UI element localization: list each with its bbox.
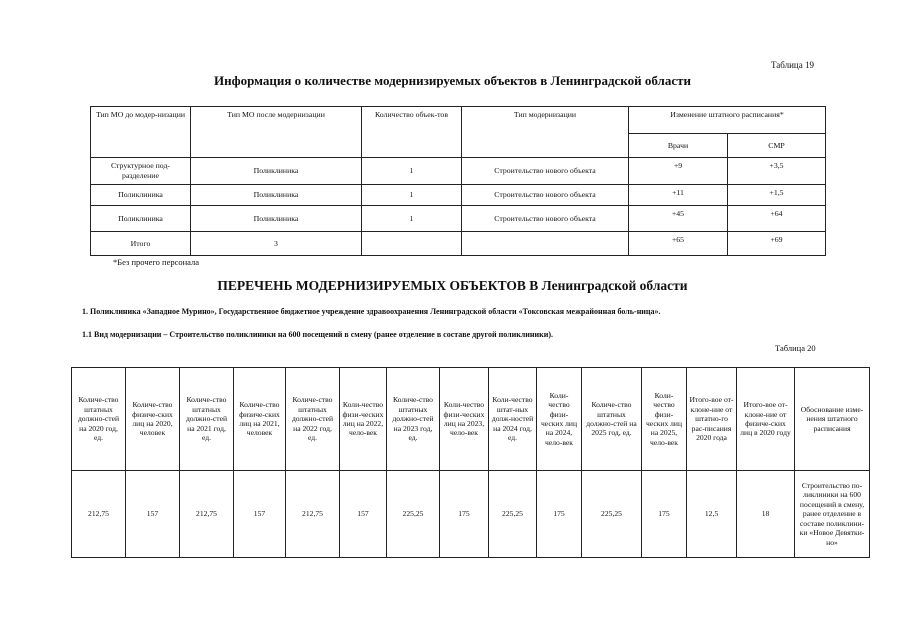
h-mod-type: Тип модернизации [462,107,629,158]
h-staff-2020: Количе-ство штатных должно-стей на 2020 год, ед. [72,368,126,471]
cell-value: 175 [440,471,489,558]
h-persons-2025: Коли-чество физи-ческих лиц на 2025, чело-век [642,368,687,471]
h-doctors: Врачи [629,134,728,158]
cell-empty [462,232,629,256]
h-deviation-staff: Итого-вое от-клоне-ние от штатно-го рас-писания 2020 года [687,368,737,471]
cell-count: 1 [362,206,462,232]
h-staff-2023: Количе-ство штатных должно-стей на 2023 год, ед. [387,368,440,471]
h-deviation-persons: Итого-вое от-клоне-ние от физиче-ских лиц в 2020 году [737,368,795,471]
h-staff-2024: Коли-чество штат-ных долж-ностей на 2024 год, ед. [489,368,537,471]
h-staff-2025: Количе-ство штатных должно-стей на 2025 год, ед. [582,368,642,471]
cell-value: 212,75 [286,471,340,558]
cell-smr: +3,5 [728,158,826,185]
cell-after: Поликлиника [191,158,362,185]
cell-value: 175 [642,471,687,558]
table-staffing [71,367,870,558]
cell-count: 1 [362,158,462,185]
h-type-after: Тип МО после модернизации [191,107,362,158]
cell-value: 157 [234,471,286,558]
cell-total-count: 3 [191,232,362,256]
table20-label: Таблица 20 [775,343,816,353]
table-row [91,206,826,232]
cell-value: 157 [340,471,387,558]
cell-value: 225,25 [582,471,642,558]
cell-doctors: +11 [629,185,728,206]
table-row-total [91,232,826,256]
cell-doctors: +45 [629,206,728,232]
cell-smr: +64 [728,206,826,232]
table-row [72,471,870,558]
cell-total-label: Итого [91,232,191,256]
h-count: Количество объек-тов [362,107,462,158]
cell-value: 225,25 [387,471,440,558]
title-info: Информация о количестве модернизируемых объектов в Ленинградской области [213,73,691,88]
table-row [91,158,826,185]
table-header-row [72,368,870,471]
h-type-before: Тип МО до модер-низации [91,107,191,158]
h-persons-2024: Коли-чество физи-ческих лиц на 2024, чело-век [537,368,582,471]
h-persons-2020: Количе-ство физиче-ских лиц на 2020, человек [126,368,180,471]
h-smr: СМР [728,134,826,158]
cell-mod: Строительство нового объекта [462,206,629,232]
h-staff-2021: Количе-ство штатных должно-стей на 2021 год, ед. [180,368,234,471]
h-persons-2023: Коли-чество физи-ческих лиц на 2023, чело-век [440,368,489,471]
paragraph-mod-type: 1.1 Вид модернизации – Строительство поликлиники на 600 посещений в смену (ранее отделение в составе другой поликлиники). [82,330,554,339]
cell-before: Поликлиника [91,185,191,206]
cell-before: Поликлиника [91,206,191,232]
h-staff-2022: Количе-ство штатных должно-стей на 2022 год, ед. [286,368,340,471]
cell-value: 212,75 [72,471,126,558]
footnote: *Без прочего персонала [113,257,200,267]
cell-before: Структурное под-разделение [91,158,191,185]
cell-value: 12,5 [687,471,737,558]
cell-mod: Строительство нового объекта [462,158,629,185]
h-persons-2021: Количе-ство физиче-ских лиц на 2021, человек [234,368,286,471]
cell-smr: +1,5 [728,185,826,206]
cell-value: 225,25 [489,471,537,558]
cell-value: 18 [737,471,795,558]
cell-value: 157 [126,471,180,558]
h-staff-change: Изменение штатного расписания* [629,107,826,134]
cell-mod: Строительство нового объекта [462,185,629,206]
cell-justification: Строительство по-ликлиники на 600 посещений в смену, ранее отделение в составе поликлини-ки «Новое Девятки-но» [795,471,870,558]
cell-count: 1 [362,185,462,206]
table-row [91,185,826,206]
cell-total-doctors: +65 [629,232,728,256]
paragraph-clinic: 1. Поликлиника «Западное Мурино», Государственное бюджетное учреждение здравоохранения Ленинградской области «Токсовская межрайонная боль-ница». [82,307,661,316]
table-objects [90,106,826,256]
cell-empty [362,232,462,256]
cell-total-smr: +69 [728,232,826,256]
cell-after: Поликлиника [191,185,362,206]
h-persons-2022: Коли-чество физи-ческих лиц на 2022, чело-век [340,368,387,471]
cell-value: 175 [537,471,582,558]
title-list: ПЕРЕЧЕНЬ МОДЕРНИЗИРУЕМЫХ ОБЪЕКТОВ В Ленинградской области [217,278,688,293]
cell-value: 212,75 [180,471,234,558]
table19-label: Таблица 19 [771,60,814,70]
h-justification: Обоснование изме-нения штатного расписания [795,368,870,471]
cell-doctors: +9 [629,158,728,185]
cell-after: Поликлиника [191,206,362,232]
